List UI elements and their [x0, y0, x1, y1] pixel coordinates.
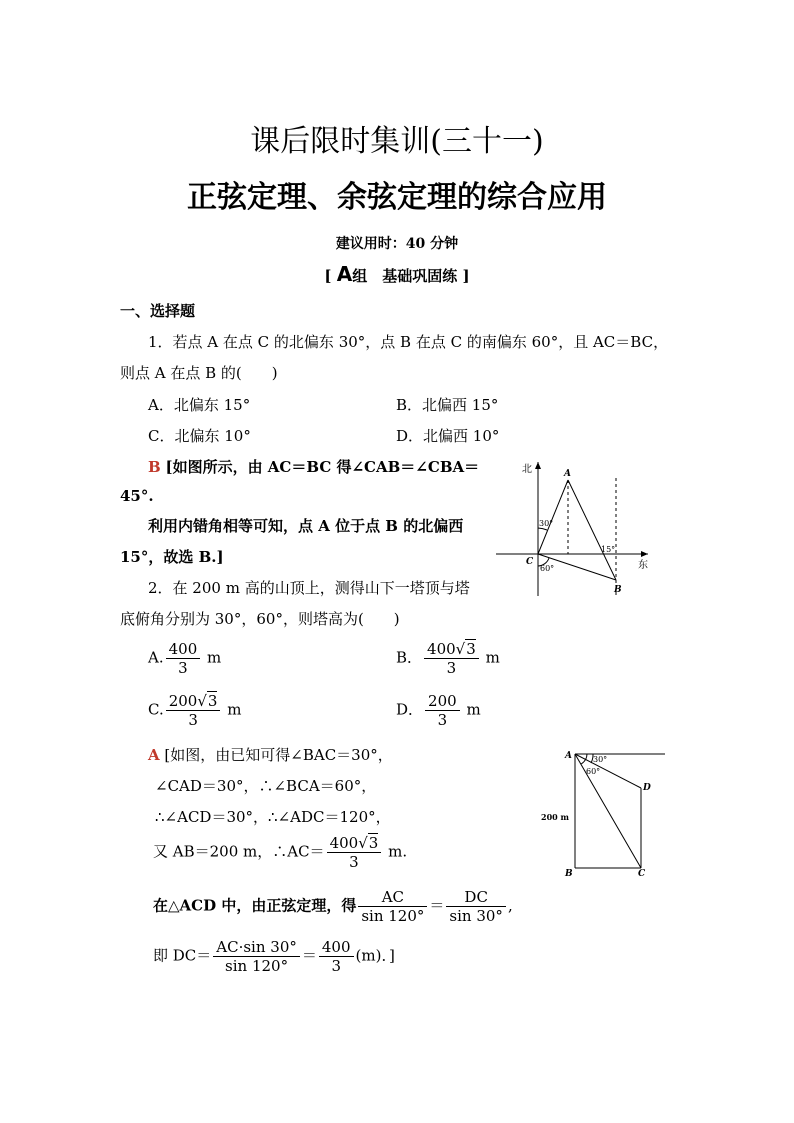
label-60: 60° [586, 767, 601, 776]
label-30: 30° [593, 755, 608, 764]
segment-ab [568, 480, 616, 580]
q1-option-c: C．北偏东 10° [148, 427, 251, 445]
q2-sine-num2: DC [446, 888, 506, 907]
east-arrow [641, 551, 648, 557]
q2-answer: A [148, 746, 160, 764]
section-heading: 一、选择题 [120, 302, 196, 320]
q2-option-c-frac [166, 692, 221, 729]
q2-sine-comma: , [507, 896, 513, 915]
q1-solution-line4: 15°，故选 B.] [120, 548, 224, 566]
q2-solution-ac-rad: 3 [368, 834, 379, 852]
label-15: 15° [601, 545, 616, 554]
q2-solution-text1: [如图，由已知可得∠BAC＝30°， [164, 746, 393, 764]
segment-ca [538, 480, 568, 554]
q2-option-d-den: 3 [437, 711, 448, 729]
q2-option-a-num: 400 [166, 640, 201, 659]
q2-sine-num1: AC [358, 888, 427, 907]
label-b: B [565, 869, 573, 879]
q2-sine-eq: ＝ [429, 896, 445, 915]
label-height: 200 m [541, 812, 569, 822]
q1-option-b: B．北偏西 15° [396, 396, 499, 414]
q2-option-b-unit: m [485, 648, 500, 667]
label-a: A [565, 751, 572, 761]
q2-solution-line6 [153, 938, 395, 975]
q2-dc-den1: sin 120° [225, 957, 289, 975]
q2-option-b-num-wrap: 400√3 [424, 640, 479, 659]
q1-solution-line1 [148, 456, 479, 477]
q2-dc-frac2 [319, 938, 354, 975]
q2-option-c-num-wrap: 200√3 [166, 692, 221, 711]
q2-option-c-den: 3 [188, 711, 198, 729]
group-bracket-left: [ [324, 267, 332, 285]
q1-stem-line1: 1．若点 A 在点 C 的北偏东 30°，点 B 在点 C 的南偏东 60°，且 AC＝BC， [148, 333, 669, 351]
q2-solution-ac-den: 3 [349, 853, 359, 871]
q2-dc-num2: 400 [319, 938, 354, 957]
q2-option-d-num: 200 [425, 692, 460, 711]
q1-solution-line2: 45°. [120, 487, 154, 505]
q2-option-b-label: B． [396, 648, 423, 667]
group-bracket-right: ] [462, 267, 470, 285]
q2-dc-eq: ＝ [301, 946, 317, 965]
q2-option-c [148, 692, 241, 729]
q2-option-a [148, 640, 221, 677]
q2-option-a-frac [166, 640, 201, 677]
label-30: 30° [539, 519, 554, 528]
group-label: 组 基础巩固练 [352, 267, 458, 285]
label-c: C [638, 869, 646, 879]
label-b: B [614, 585, 622, 595]
q2-dc-num1: AC·sin 30° [213, 938, 300, 957]
q2-option-c-unit: m [227, 700, 242, 719]
group-heading [0, 262, 794, 286]
q2-option-b-frac [424, 640, 479, 677]
q2-option-b [396, 640, 500, 677]
q2-stem-line1: 2．在 200 m 高的山顶上，测得山下一塔顶与塔 [148, 579, 470, 597]
label-60: 60° [540, 564, 555, 573]
q2-solution-text5: 在△ACD 中，由正弦定理，得 [153, 896, 357, 915]
q2-option-c-rad: 3 [207, 692, 218, 710]
q1-answer: B [148, 458, 161, 476]
q2-option-c-num: 200 [168, 692, 198, 710]
angle-30-arc [538, 528, 547, 530]
label-a: A [564, 469, 571, 479]
q2-option-c-label: C. [148, 700, 164, 719]
label-north: 北 [522, 464, 532, 475]
q2-solution-line3: ∴∠ACD＝30°，∴∠ADC＝120°， [155, 808, 391, 826]
q2-option-a-label: A. [148, 648, 164, 667]
q2-solution-line5 [153, 888, 513, 925]
q2-solution-ac-num: 400 [329, 834, 359, 852]
north-arrow [535, 462, 541, 469]
q1-figure [490, 458, 660, 598]
q2-option-d [396, 692, 481, 729]
q2-option-d-label: D． [396, 700, 424, 719]
q2-option-d-unit: m [466, 700, 481, 719]
label-c: C [526, 557, 534, 567]
q1-solution-text1: [如图所示，由 AC＝BC 得∠CAB＝∠CBA＝ [165, 458, 480, 476]
suggested-time: 建议用时：40 分钟 [335, 236, 459, 252]
q2-sine-den1: sin 120° [361, 907, 425, 925]
q2-dc-den2: 3 [331, 957, 341, 975]
q2-option-a-den: 3 [178, 659, 188, 677]
label-east: 东 [638, 560, 648, 571]
label-d: D [643, 783, 651, 793]
q2-solution-text6: 即 DC＝ [153, 946, 212, 965]
page-subtitle: 正弦定理、余弦定理的综合应用 [187, 180, 607, 215]
q2-figure [535, 742, 675, 882]
q1-stem-line2: 则点 A 在点 B 的( ) [120, 364, 278, 382]
q2-option-b-num: 400 [427, 640, 456, 658]
q2-solution-line1 [148, 744, 393, 765]
q2-solution-text4: 又 AB＝200 m，∴AC＝ [153, 842, 325, 861]
q2-stem-line2: 底俯角分别为 30°，60°，则塔高为( ) [120, 610, 400, 628]
q2-sine-frac1 [358, 888, 427, 925]
q2-dc-frac1 [213, 938, 300, 975]
q2-solution-ac-frac [327, 834, 382, 871]
q2-solution-line2: ∠CAD＝30°，∴∠BCA＝60°， [155, 777, 377, 795]
q2-option-b-rad: 3 [466, 640, 476, 658]
q1-solution-line3: 利用内错角相等可知，点 A 位于点 B 的北偏西 [148, 517, 464, 535]
q1-option-a: A．北偏东 15° [148, 396, 251, 414]
q2-sine-frac2 [446, 888, 506, 925]
page-title: 课后限时集训(三十一) [250, 124, 544, 159]
group-letter: A [336, 262, 353, 286]
q2-option-b-den: 3 [446, 659, 457, 677]
q2-dc-end: (m)．] [355, 946, 395, 965]
q2-option-a-unit: m [207, 648, 222, 667]
q1-option-d: D．北偏西 10° [396, 427, 500, 445]
q2-solution-line4 [153, 834, 407, 871]
q2-option-d-frac [425, 692, 460, 729]
q2-solution-ac-num-wrap: 400√3 [327, 834, 382, 853]
q2-sine-den2: sin 30° [449, 907, 503, 925]
q2-solution-ac-unit: m. [388, 842, 408, 861]
